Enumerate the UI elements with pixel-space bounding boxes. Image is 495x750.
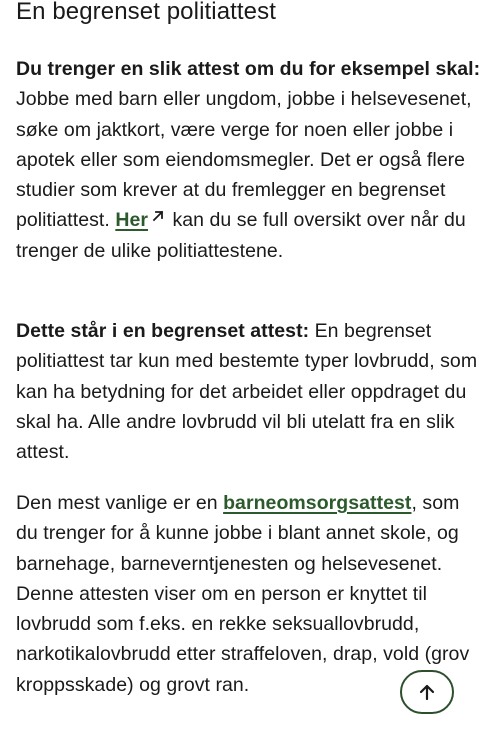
barneomsorgsattest-link[interactable]: barneomsorgsattest bbox=[223, 492, 412, 514]
scroll-to-top-button[interactable] bbox=[400, 670, 454, 714]
paragraph-contents bbox=[16, 316, 484, 467]
paragraph-text-after-link: , som du trenger for å kunne jobbe i blant annet skole, og barnehage, barneverntjenesten og helsevesenet. Denne attesten viser om en person er knyttet til lovbrudd som f.eks. en rekke seksuallovbrudd, narkotikalovbrudd etter straffeloven, drap, vold (grov kroppsskade) og grovt ran. bbox=[16, 492, 470, 696]
overview-link-label: Her bbox=[115, 209, 149, 232]
paragraph-most-common bbox=[16, 488, 484, 700]
paragraph-when-needed bbox=[16, 54, 484, 266]
paragraph-text: Jobbe med barn eller ungdom, jobbe i helsevesenet, søke om jaktkort, være verge for noen eller jobbe i apotek eller som eiendomsmegler. Det er også flere studier som krever at du fremlegger en begrenset politiattest. bbox=[16, 88, 472, 232]
external-link-icon bbox=[151, 209, 165, 223]
article-content bbox=[16, 0, 484, 696]
arrow-up-icon bbox=[417, 682, 437, 702]
paragraph-text: En begrenset politiattest tar kun med bestemte typer lovbrudd, som kan ha betydning for det arbeidet eller oppdraget du skal ha. Alle andre lovbrudd vil bli utelatt fra en slik attest. bbox=[16, 320, 478, 464]
paragraph-text: Den mest vanlige er en bbox=[16, 492, 224, 514]
section-title: En begrenset politiattest bbox=[16, 0, 276, 25]
paragraph-lead: Dette står i en begrenset attest: bbox=[16, 320, 310, 342]
paragraph-text-after-link: kan du se full oversikt over når du trenger de ulike politiattestene. bbox=[16, 209, 466, 262]
overview-link[interactable] bbox=[115, 209, 148, 231]
paragraph-lead: Du trenger en slik attest om du for eksempel skal: bbox=[16, 58, 481, 80]
